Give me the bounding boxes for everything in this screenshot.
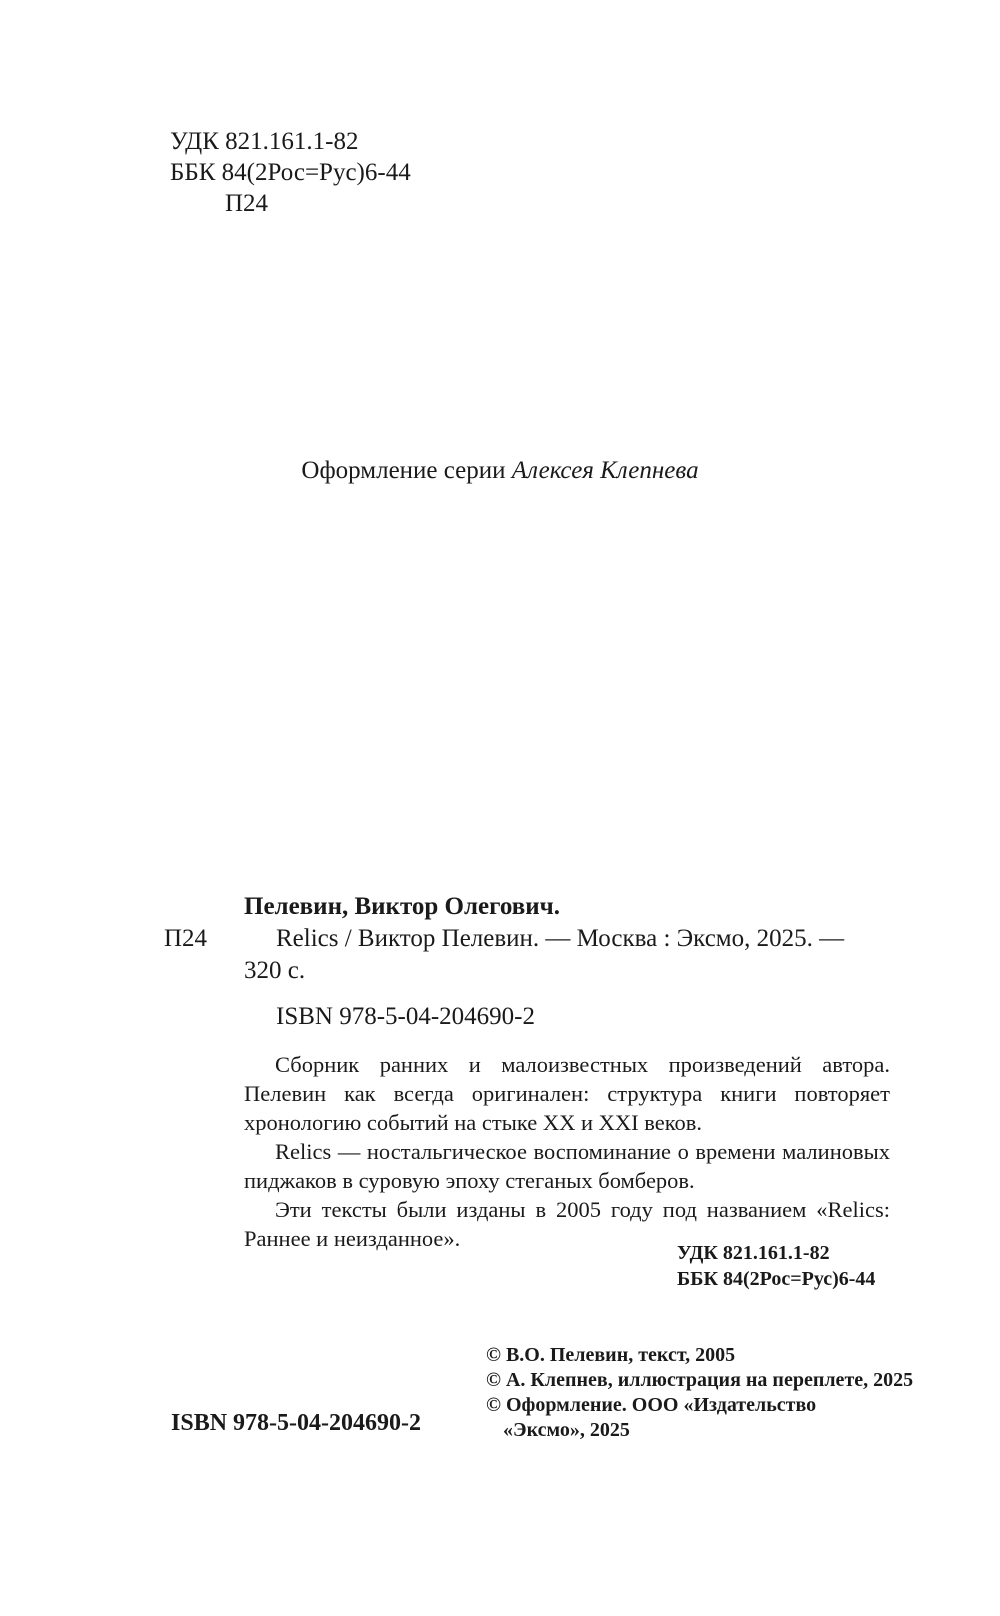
bibliographic-pages-line: 320 с.: [244, 957, 306, 984]
bibliographic-code: П24: [164, 925, 208, 952]
bibliographic-isbn: ISBN 978-5-04-204690-2: [276, 1003, 536, 1030]
series-design-credit: [0, 457, 1000, 485]
bibliographic-author: Пелевин, Виктор Олегович.: [244, 893, 560, 920]
copyright-block: [486, 1343, 913, 1443]
bbk-code-bottom: ББК 84(2Рос=Рус)6-44: [677, 1268, 876, 1290]
copyright-line: © А. Клепнев, иллюстрация на переплете, 2025: [486, 1369, 914, 1391]
udk-code-bottom: УДК 821.161.1-82: [677, 1242, 830, 1264]
udk-code: УДК 821.161.1-82: [170, 128, 359, 155]
bibliographic-title-line: Relics / Виктор Пелевин. — Москва : Эксмо, 2025. —: [276, 925, 845, 952]
annotation-paragraph: Эти тексты были изданы в 2005 году под названием «Relics: Раннее и неизданное».: [244, 1197, 890, 1251]
bbk-code: ББК 84(2Рос=Рус)6-44: [170, 159, 411, 186]
copyright-line: © В.О. Пелевин, текст, 2005: [486, 1344, 736, 1366]
author-code: П24: [225, 190, 269, 217]
isbn-bottom: ISBN 978-5-04-204690-2: [171, 1410, 421, 1436]
annotation-paragraph: Relics — ностальгическое воспоминание о времени малиновых пиджаков в суровую эпоху стеганых бомберов.: [244, 1139, 890, 1193]
design-credit-name: Алексея Клепнева: [511, 457, 699, 484]
annotation-paragraph: Сборник ранних и малоизвестных произведений автора. Пелевин как всегда оригинален: структура книги повторяет хронологию событий на стыке XX и XXI веков.: [244, 1052, 890, 1135]
copyright-line: «Эксмо», 2025: [503, 1419, 630, 1441]
annotation: [244, 1050, 890, 1253]
design-credit-prefix: Оформление серии: [301, 457, 506, 484]
copyright-line: © Оформление. ООО «Издательство: [486, 1394, 817, 1416]
